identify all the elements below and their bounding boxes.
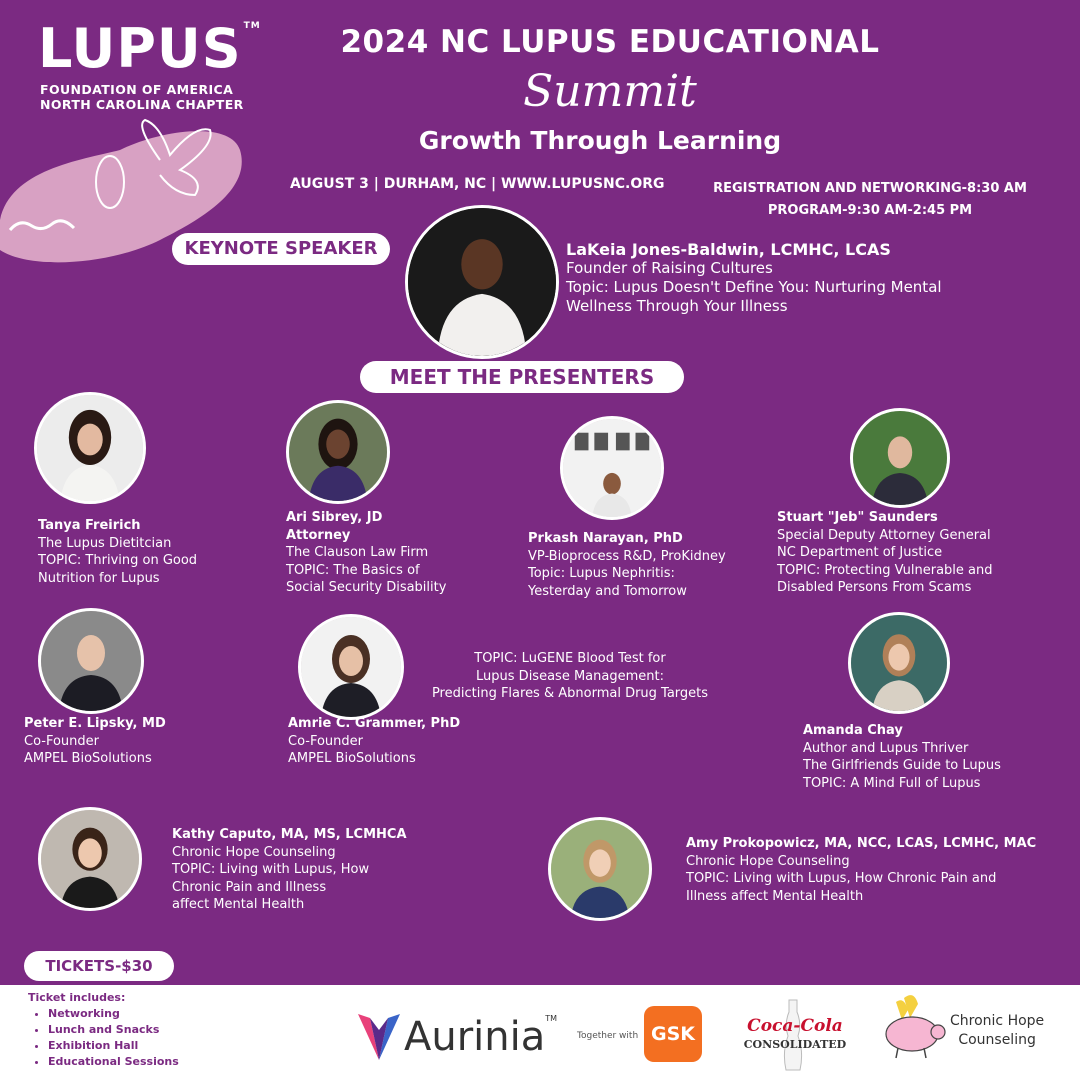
ticket-include-item: • Exhibition Hall <box>48 1038 179 1054</box>
lugene-topic: TOPIC: LuGENE Blood Test for Lupus Disease Management: Predicting Flares & Abnormal Drug Targets <box>431 651 709 701</box>
aurinia-logo-text: Aurinia™ <box>404 1014 558 1060</box>
chronic-hope-logo-text: Chronic Hope Counseling <box>950 1013 1045 1048</box>
keynote-speaker-info: LaKeia Jones-Baldwin, LCMHC, LCAS Founder of Raising Cultures Topic: Lupus Doesn't Define You: Nurturing Mental Wellness Through Your Illness <box>566 240 942 315</box>
winged-pig-icon <box>874 992 952 1064</box>
coca-cola-consolidated-text: CONSOLIDATED <box>743 1038 847 1051</box>
lupus-logo-subtitle: FOUNDATION OF AMERICA NORTH CAROLINA CHAPTER <box>40 82 244 112</box>
lupus-logo-wordmark: LUPUS ™ <box>38 17 261 80</box>
keynote-speaker-photo <box>405 205 559 359</box>
meet-presenters-badge: MEET THE PRESENTERS <box>360 361 684 393</box>
presenter-photo-amy <box>548 817 652 921</box>
presenter-photo-amrie <box>298 614 404 720</box>
presenter-info-kathy: Kathy Caputo, MA, MS, LCMHCA Chronic Hope Counseling TOPIC: Living with Lupus, How Chronic Pain and Illness affect Mental Health <box>172 827 407 912</box>
presenter-info-amanda: Amanda Chay Author and Lupus Thriver The Girlfriends Guide to Lupus TOPIC: A Mind Full of Lupus <box>803 723 1001 791</box>
presenter-photo-ari <box>286 400 390 504</box>
presenter-info-amrie: Amrie C. Grammer, PhD Co-Founder AMPEL BioSolutions <box>288 716 461 766</box>
together-with-text: Together with <box>577 1031 639 1041</box>
aurinia-logo-icon <box>356 1010 402 1062</box>
event-schedule: REGISTRATION AND NETWORKING-8:30 AM PROGRAM-9:30 AM-2:45 PM <box>713 181 1027 218</box>
gsk-logo: GSK <box>644 1006 702 1062</box>
presenter-photo-peter <box>38 608 144 714</box>
event-dateline: AUGUST 3 | DURHAM, NC | WWW.LUPUSNC.ORG <box>290 176 665 192</box>
presenter-info-ari: Ari Sibrey, JD Attorney The Clauson Law Firm TOPIC: The Basics of Social Security Disability <box>286 510 447 595</box>
tickets-price-badge: TICKETS-$30 <box>24 951 174 981</box>
presenter-photo-prkash <box>560 416 664 520</box>
presenter-photo-amanda <box>848 612 950 714</box>
presenter-photo-stuart <box>850 408 950 508</box>
presenter-info-stuart: Stuart "Jeb" Saunders Special Deputy Attorney General NC Department of Justice TOPIC: Protecting Vulnerable and Disabled Persons From Scams <box>777 510 993 595</box>
presenter-info-peter: Peter E. Lipsky, MD Co-Founder AMPEL BioSolutions <box>24 716 166 766</box>
event-title: 2024 NC LUPUS EDUCATIONAL <box>340 24 880 60</box>
ticket-include-item: • Educational Sessions <box>48 1054 179 1070</box>
keynote-speaker-badge: KEYNOTE SPEAKER <box>172 233 390 265</box>
presenter-photo-kathy <box>38 807 142 911</box>
event-script-title: Summit <box>523 66 697 117</box>
ticket-includes-list: Ticket includes: • Networking • Lunch and Snacks • Exhibition Hall • Educational Sessions <box>28 990 179 1070</box>
presenter-info-amy: Amy Prokopowicz, MA, NCC, LCAS, LCMHC, MAC Chronic Hope Counseling TOPIC: Living with Lupus, How Chronic Pain and Illness affect Mental Health <box>686 836 1037 904</box>
ticket-include-item: • Lunch and Snacks <box>48 1022 179 1038</box>
ticket-include-item: • Networking <box>48 1006 179 1022</box>
presenter-photo-tanya <box>34 392 146 504</box>
presenter-info-prkash: Prkash Narayan, PhD VP-Bioprocess R&D, ProKidney Topic: Lupus Nephritis: Yesterday and Tomorrow <box>528 531 726 599</box>
event-tagline: Growth Through Learning <box>418 126 782 155</box>
presenter-info-tanya: Tanya Freirich The Lupus Dietitcian TOPIC: Thriving on Good Nutrition for Lupus <box>38 518 198 586</box>
coca-cola-script: Coca-Cola <box>747 1016 843 1036</box>
